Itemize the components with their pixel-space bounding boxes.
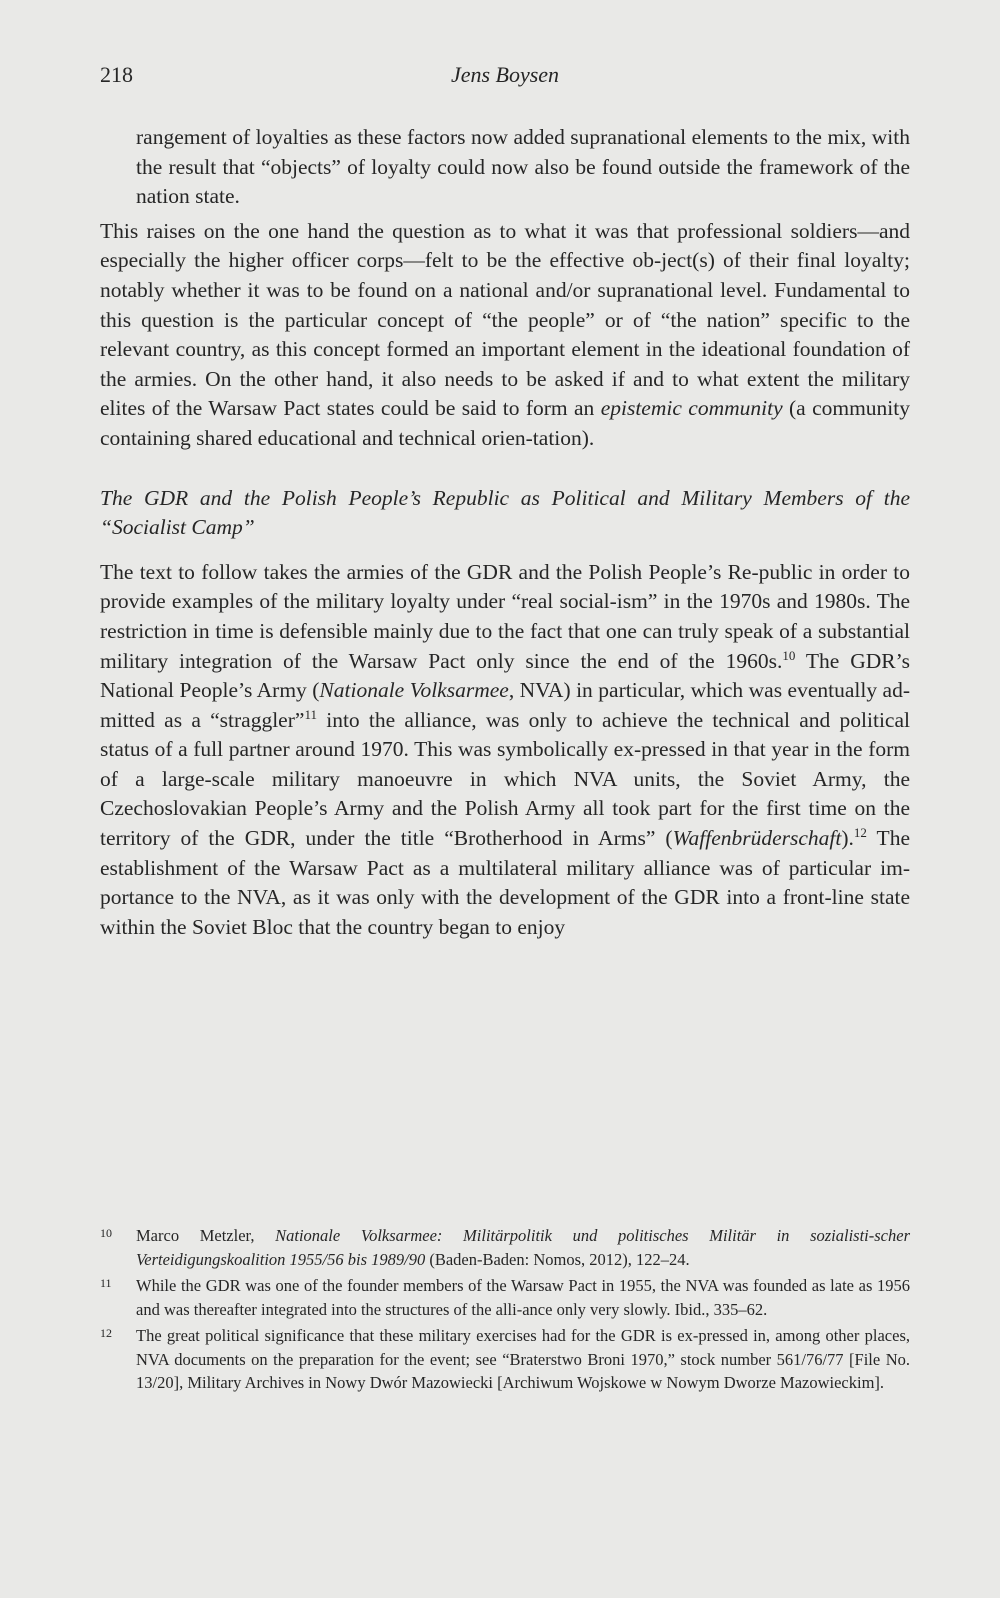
footnote-ref-11[interactable]: 11 — [304, 706, 317, 722]
text-run: into the alliance, was only to achieve the technical and political status of a full partner around 1970. This was symbolically ex-pressed in that year in the form of a large-scale military manoeuvre in which NVA units, the Soviet Army, the Czechoslovakian People’s Army and the Polish Army all took part for the first time on the territory of the GDR, under the title “Brotherhood in Arms” ( — [100, 707, 910, 851]
footnote-text — [136, 1224, 910, 1271]
footnote-text: While the GDR was one of the founder members of the Warsaw Pact in 1955, the NVA was founded as late as 1956 and was thereafter integrated into the structures of the alli-ance only very slowly. Ibid., 335–62. — [136, 1276, 910, 1319]
footnote-12 — [100, 1324, 910, 1395]
paragraph-gdr-poland — [100, 558, 910, 943]
italic-term: Waffenbrüderschaft — [672, 826, 842, 851]
text-run: The establishment of the Warsaw Pact as a multilateral military alliance was of particular im-portance to the NVA, as it was only with the development of the GDR into a front-line state within the Soviet Bloc that the country began to enjoy — [100, 826, 910, 939]
section-heading: The GDR and the Polish People’s Republic as Political and Military Members of the “Socialist Camp” — [100, 485, 910, 540]
text-run: , NVA) in particular, which was eventually ad-mitted as a “straggler” — [100, 678, 910, 732]
footnote-10 — [100, 1224, 910, 1271]
footnotes — [100, 1224, 910, 1398]
text-run: (Baden-Baden: Nomos, 2012), 122–24. — [425, 1249, 690, 1269]
page-number: 218 — [100, 62, 133, 87]
text-run: The text to follow takes the armies of the GDR and the Polish People’s Re-public in order to provide examples of the military loyalty under “real social-ism” in the 1970s and 1980s. The restriction in time is defensible mainly due to the fact that one can truly speak of a substantial military integration of the Warsaw Pact only since the end of the 1960s. — [100, 559, 910, 673]
footnote-ref-10[interactable]: 10 — [782, 647, 796, 663]
text-run: The GDR’s National People’s Army ( — [100, 648, 910, 703]
footnote-number: 12 — [100, 1326, 112, 1340]
continued-paragraph: rangement of loyalties as these factors now added supranational elements to the mix, with the result that “objects” of loyalty could now also be found outside the framework of the nation state. — [136, 125, 910, 209]
text-run: (a community containing shared educational and technical orien-tation). — [100, 396, 911, 450]
text-run: ). — [841, 826, 854, 851]
text-run: This raises on the one hand the question as to what it was that professional soldiers—and especially the higher officer corps—felt to be the effective ob-ject(s) of their final loyalty; notably whether it was to be found on a national and/or supranational level. Fundamental to this question is the particular concept of “the people” or of “the nation” specific to the relevant country, as this concept formed an important element in the ideational foundation of the armies. On the other hand, it also needs to be asked if and to what extent the military elites of the Warsaw Pact states could be said to form an — [100, 218, 910, 421]
paragraph-loyalty-question — [100, 217, 910, 454]
footnote-number: 11 — [100, 1276, 112, 1290]
footnote-11 — [100, 1274, 910, 1321]
main-text — [100, 123, 910, 942]
italic-title: Nationale Volksarmee: Militärpolitik und politisches Militär in sozialisti-scher Verteidigungskoalition 1955/56 bis 1989/90 — [136, 1226, 910, 1269]
page-header — [100, 62, 910, 94]
text-run: Marco Metzler, — [136, 1226, 276, 1245]
italic-term: epistemic community — [600, 396, 783, 421]
footnote-ref-12[interactable]: 12 — [853, 825, 867, 841]
footnote-text: The great political significance that these military exercises had for the GDR is ex-pressed in, among other places, NVA documents on the preparation for the event; see “Braterstwo Broni 1970,” stock number 561/76/77 [File No. 13/20], Military Archives in Nowy Dwór Mazowiecki [Archiwum Wojskowe w Nowym Dworze Mazowieckim]. — [136, 1326, 910, 1392]
running-head: Jens Boysen — [450, 62, 560, 87]
italic-term: Nationale Volksarmee — [319, 678, 509, 703]
footnote-number: 10 — [100, 1226, 112, 1240]
